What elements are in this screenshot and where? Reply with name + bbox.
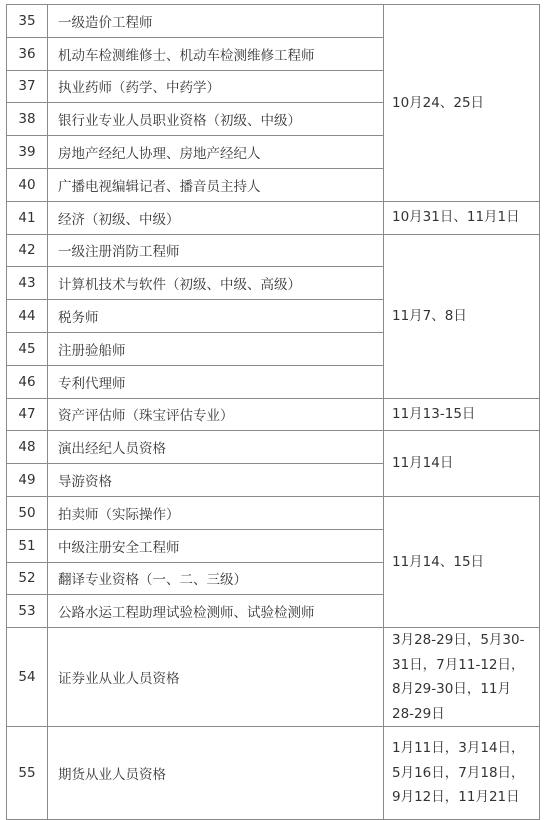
exam-date: 11月14日 [384,431,540,497]
exam-name: 注册验船师 [48,332,384,365]
exam-name: 拍卖师（实际操作） [48,496,384,529]
row-number: 38 [7,103,48,136]
exam-name: 机动车检测维修士、机动车检测维修工程师 [48,37,384,70]
exam-name: 中级注册安全工程师 [48,529,384,562]
row-number: 45 [7,332,48,365]
exam-name: 税务师 [48,300,384,333]
row-number: 36 [7,37,48,70]
row-number: 54 [7,628,48,727]
row-number: 40 [7,168,48,201]
exam-name: 计算机技术与软件（初级、中级、高级） [48,267,384,300]
exam-name: 房地产经纪人协理、房地产经纪人 [48,136,384,169]
row-number: 42 [7,234,48,267]
exam-name: 一级造价工程师 [48,5,384,38]
row-number: 44 [7,300,48,333]
row-number: 48 [7,431,48,464]
exam-date: 11月14、15日 [384,496,540,627]
exam-name: 公路水运工程助理试验检测师、试验检测师 [48,595,384,628]
table-row [7,431,540,464]
row-number: 43 [7,267,48,300]
table-row [7,628,540,727]
row-number: 49 [7,464,48,497]
table-row [7,234,540,267]
exam-name: 银行业专业人员职业资格（初级、中级） [48,103,384,136]
exam-date: 10月31日、11月1日 [384,201,540,234]
table-row [7,5,540,38]
table-row [7,727,540,820]
exam-name: 资产评估师（珠宝评估专业） [48,398,384,431]
row-number: 53 [7,595,48,628]
row-number: 41 [7,201,48,234]
row-number: 51 [7,529,48,562]
exam-name: 一级注册消防工程师 [48,234,384,267]
exam-date: 3月28-29日，5月30-31日，7月11-12日，8月29-30日，11月28-29日 [384,628,540,727]
exam-name: 证券业从业人员资格 [48,628,384,727]
row-number: 47 [7,398,48,431]
row-number: 39 [7,136,48,169]
exam-name: 广播电视编辑记者、播音员主持人 [48,168,384,201]
exam-name: 专利代理师 [48,365,384,398]
row-number: 35 [7,5,48,38]
exam-name: 执业药师（药学、中药学） [48,70,384,103]
exam-name: 期货从业人员资格 [48,727,384,820]
exam-name: 导游资格 [48,464,384,497]
row-number: 52 [7,562,48,595]
exam-date: 10月24、25日 [384,5,540,202]
row-number: 50 [7,496,48,529]
exam-date: 11月7、8日 [384,234,540,398]
exam-name: 翻译专业资格（一、二、三级） [48,562,384,595]
row-number: 55 [7,727,48,820]
table-row [7,201,540,234]
exam-name: 演出经纪人员资格 [48,431,384,464]
exam-date: 1月11日，3月14日，5月16日，7月18日，9月12日，11月21日 [384,727,540,820]
table-row [7,398,540,431]
exam-date: 11月13-15日 [384,398,540,431]
exam-name: 经济（初级、中级） [48,201,384,234]
row-number: 46 [7,365,48,398]
exam-schedule-table [6,4,540,820]
table-row [7,496,540,529]
row-number: 37 [7,70,48,103]
